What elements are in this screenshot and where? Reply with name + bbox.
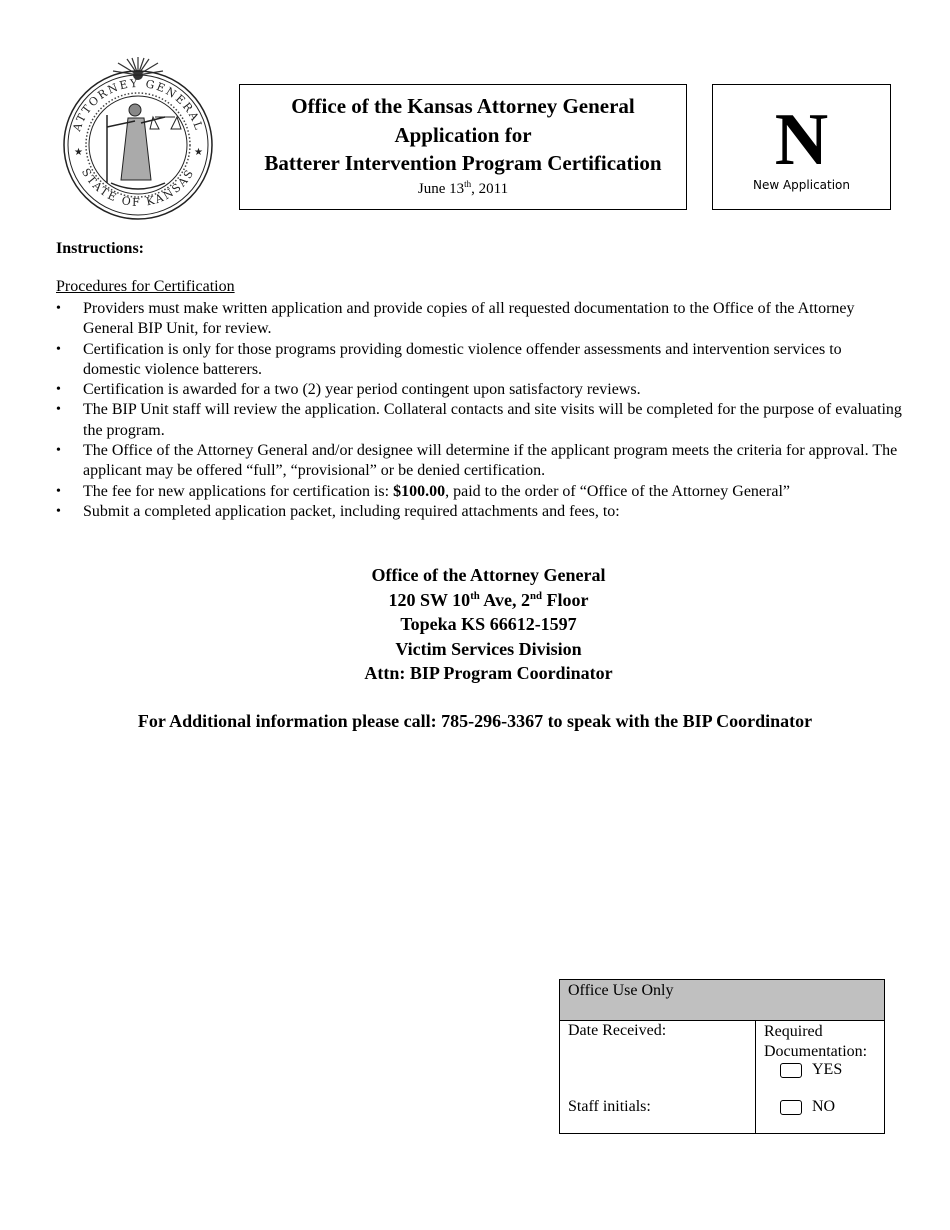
bullet-icon: • — [56, 402, 61, 418]
yes-label: YES — [812, 1061, 843, 1078]
no-checkbox[interactable] — [780, 1100, 802, 1115]
list-item: • Certification is only for those programs providing domestic violence offender assessments and intervention services to domestic violence batterers. — [56, 340, 842, 378]
title-date: June 13th, 2011 — [417, 178, 509, 197]
required-documentation-label: Required Documentation: — [764, 1023, 868, 1060]
title-box — [239, 84, 687, 210]
list-item: • The BIP Unit staff will review the application. Collateral contacts and site visits will be completed for the purpose of evaluating the program. — [56, 401, 902, 439]
submit-list-item: • Submit a completed application packet, including required attachments and fees, to: — [56, 502, 902, 522]
application-type-caption: New Application — [752, 178, 851, 192]
bullet-icon: • — [56, 382, 61, 398]
attorney-general-seal — [55, 55, 221, 221]
contact-info: For Additional information please call: 785-296-3367 to speak with the BIP Coordinator — [137, 711, 813, 731]
procedures-list — [56, 299, 902, 522]
svg-text:★: ★ — [194, 147, 203, 158]
svg-text:★: ★ — [74, 147, 83, 158]
mailing-address — [0, 563, 950, 686]
title-program-certification: Batterer Intervention Program Certification — [264, 151, 662, 175]
lady-justice-figure — [107, 104, 181, 189]
fee-list-item: • The fee for new applications for certification is: $100.00, paid to the order of “Office of the Attorney General” — [56, 482, 902, 502]
office-use-right-cell — [756, 1021, 885, 1134]
instructions-heading: Instructions: — [56, 240, 145, 257]
yes-checkbox[interactable] — [780, 1063, 802, 1078]
yes-option[interactable] — [780, 1061, 876, 1079]
staff-initials-label: Staff initials: — [568, 1098, 651, 1115]
application-type-letter: N — [774, 99, 829, 181]
bullet-icon: • — [56, 301, 61, 316]
address-line-4: Victim Services Division — [395, 638, 582, 659]
address-line-2: 120 SW 10th Ave, 2nd Floor — [388, 589, 589, 610]
office-use-table — [559, 979, 885, 1134]
office-use-header: Office Use Only — [560, 980, 885, 1021]
bullet-icon: • — [56, 503, 61, 519]
office-use-left-cell — [560, 1021, 756, 1134]
no-option[interactable] — [780, 1098, 876, 1116]
date-received-label: Date Received: — [568, 1022, 667, 1039]
title-application-for: Application for — [394, 122, 532, 147]
application-type-box — [712, 84, 891, 210]
list-item: • The Office of the Attorney General and/or designee will determine if the applicant program meets the criteria for approval. The applicant may be offered “full”, “provisional” or be denied certification. — [56, 442, 898, 480]
bullet-icon: • — [56, 341, 61, 357]
fee-amount: $100.00 — [393, 482, 446, 500]
bullet-icon: • — [56, 483, 61, 499]
procedures-heading: Procedures for Certification — [56, 278, 235, 295]
seal-top-text: ATTORNEY GENERAL — [70, 76, 206, 134]
seal-bottom-text: STATE OF KANSAS — [78, 166, 198, 210]
list-item: • Certification is awarded for a two (2) year period contingent upon satisfactory reviews. — [56, 380, 902, 400]
address-line-5: Attn: BIP Program Coordinator — [364, 663, 613, 683]
no-label: NO — [812, 1098, 836, 1115]
address-line-3: Topeka KS 66612-1597 — [400, 614, 577, 634]
bullet-icon: • — [56, 443, 61, 459]
address-line-1: Office of the Attorney General — [371, 565, 606, 585]
list-item: • Providers must make written application and provide copies of all requested documentation to the Office of the Attorney General BIP Unit, for review. — [56, 300, 855, 338]
title-office: Office of the Kansas Attorney General — [291, 94, 635, 118]
